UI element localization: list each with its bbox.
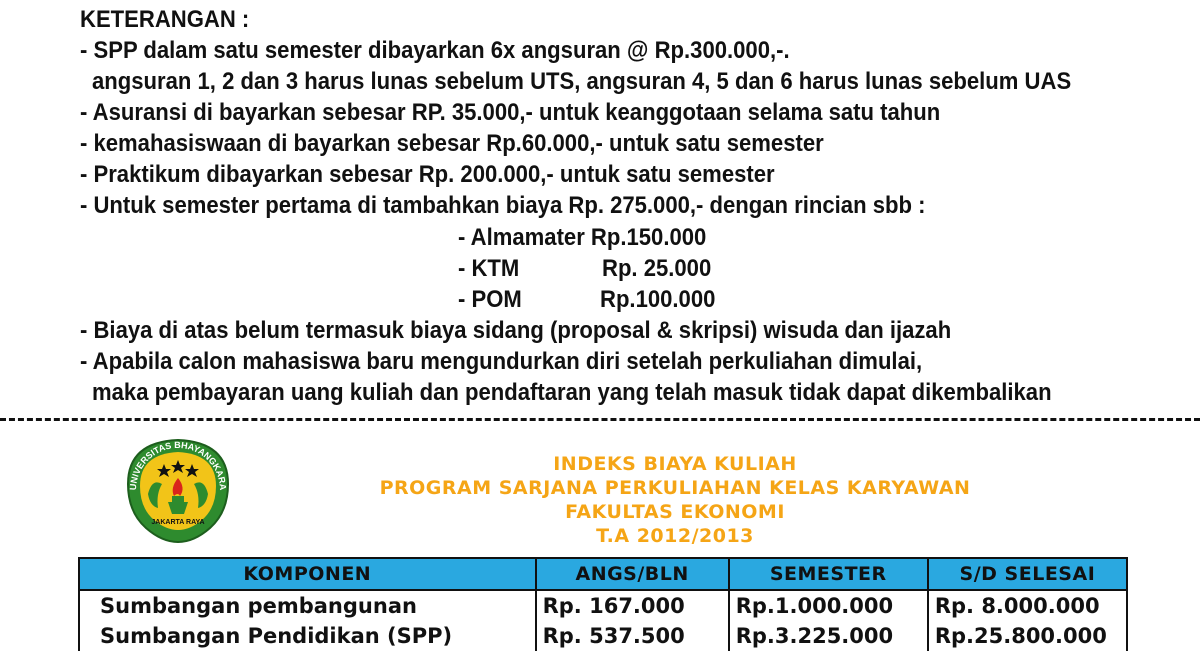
table-header-row [79, 558, 1127, 590]
note-detail-pom: - POM [458, 286, 522, 313]
logo-emblem-icon [118, 434, 238, 546]
table-row [79, 590, 1127, 621]
university-logo [118, 434, 238, 546]
table-row [79, 621, 1127, 651]
header-title: INDEKS BIAYA KULIAH [553, 453, 797, 475]
note-line: - Untuk semester pertama di tambahkan biaya Rp. 275.000,- dengan rincian sbb : [80, 192, 926, 219]
note-detail-almamater: - Almamater Rp.150.000 [458, 224, 707, 251]
fee-index-header [250, 452, 1100, 548]
svg-text:JAKARTA RAYA: JAKARTA RAYA [151, 519, 205, 526]
header-academic-year: T.A 2012/2013 [596, 525, 754, 547]
note-line: - SPP dalam satu semester dibayarkan 6x angsuran @ Rp.300.000,-. [80, 37, 790, 64]
cell-semester: Rp.3.225.000 [729, 621, 928, 651]
column-header-sd-selesai: S/D SELESAI [928, 558, 1127, 590]
header-program: PROGRAM SARJANA PERKULIAHAN KELAS KARYAWAN [379, 477, 971, 499]
note-line: maka pembayaran uang kuliah dan pendaftaran yang telah masuk tidak dapat dikembalikan [92, 379, 1052, 406]
column-header-semester: SEMESTER [729, 558, 928, 590]
fee-table [78, 557, 1128, 651]
note-line: angsuran 1, 2 dan 3 harus lunas sebelum UTS, angsuran 4, 5 dan 6 harus lunas sebelum UAS [92, 68, 1072, 95]
note-line: - Biaya di atas belum termasuk biaya sidang (proposal & skripsi) wisuda dan ijazah [80, 317, 952, 344]
cell-angs-bln: Rp. 167.000 [536, 590, 729, 621]
cell-semester: Rp.1.000.000 [729, 590, 928, 621]
note-detail-ktm: - KTM [458, 255, 520, 282]
cell-sd-selesai: Rp. 8.000.000 [928, 590, 1127, 621]
note-detail-pom-amount: Rp.100.000 [600, 286, 716, 313]
note-line: - Apabila calon mahasiswa baru mengundurkan diri setelah perkuliahan dimulai, [80, 348, 923, 375]
note-line: - kemahasiswaan di bayarkan sebesar Rp.60.000,- untuk satu semester [80, 130, 824, 157]
note-detail-ktm-amount: Rp. 25.000 [602, 255, 712, 282]
cell-komponen: Sumbangan pembangunan [79, 590, 536, 621]
column-header-angs-bln: ANGS/BLN [536, 558, 729, 590]
cell-sd-selesai: Rp.25.800.000 [928, 621, 1127, 651]
cell-angs-bln: Rp. 537.500 [536, 621, 729, 651]
note-line: - Asuransi di bayarkan sebesar RP. 35.000,- untuk keanggotaan selama satu tahun [80, 99, 941, 126]
note-line: - Praktikum dibayarkan sebesar Rp. 200.000,- untuk satu semester [80, 161, 775, 188]
column-header-komponen: KOMPONEN [79, 558, 536, 590]
svg-text:UNIVERSITAS BHAYANGKARA: UNIVERSITAS BHAYANGKARA [127, 439, 229, 491]
dashed-divider [0, 418, 1200, 421]
notes-heading: KETERANGAN : [80, 6, 250, 33]
header-faculty: FAKULTAS EKONOMI [565, 501, 785, 523]
cell-komponen: Sumbangan Pendidikan (SPP) [79, 621, 536, 651]
